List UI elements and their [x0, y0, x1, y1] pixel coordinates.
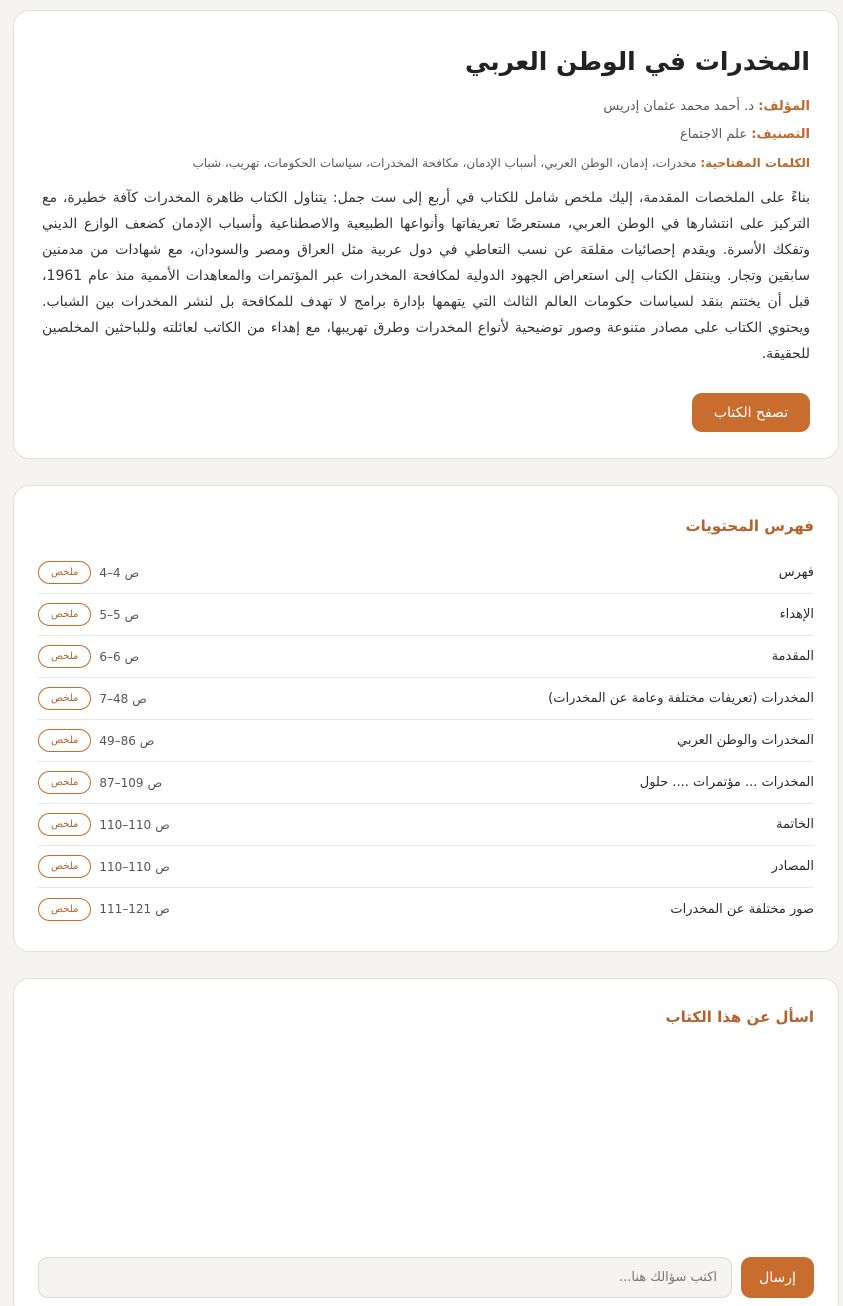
keywords-line [42, 149, 810, 177]
question-input[interactable] [38, 1257, 732, 1298]
page-prefix: ص [124, 565, 140, 580]
toc-item-pages [99, 692, 146, 706]
toc-row [38, 804, 814, 846]
page-prefix: ص [132, 691, 147, 706]
page-range: 110–110 [99, 859, 152, 874]
chat-messages-area [38, 1027, 814, 1237]
summary-button[interactable]: ملخص [38, 687, 91, 710]
summary-button[interactable]: ملخص [38, 729, 91, 752]
summary-button[interactable]: ملخص [38, 561, 91, 584]
page-prefix: ص [124, 649, 140, 664]
page-range: 6–6 [99, 649, 121, 664]
toc-item-meta [38, 645, 139, 668]
toc-item-meta [38, 813, 170, 836]
page-prefix: ص [155, 859, 170, 874]
toc-row [38, 678, 814, 720]
send-button[interactable]: إرسال [741, 1257, 814, 1298]
summary-button[interactable]: ملخص [38, 645, 91, 668]
toc-item-title[interactable]: صور مختلفة عن المخدرات [670, 901, 814, 917]
page-prefix: ص [155, 817, 170, 832]
toc-item-pages [99, 818, 169, 832]
toc-title: فهرس المحتويات [685, 517, 814, 535]
table-of-contents-card [13, 485, 839, 952]
ask-book-card [13, 978, 839, 1306]
toc-row [38, 762, 814, 804]
toc-item-meta [38, 855, 170, 878]
toc-item-title[interactable]: المخدرات ... مؤتمرات .... حلول [639, 775, 814, 790]
toc-item-pages [99, 902, 169, 916]
summary-button[interactable]: ملخص [38, 813, 91, 836]
summary-button[interactable]: ملخص [38, 855, 91, 878]
page-range: 87–109 [99, 775, 144, 790]
keywords-label: الكلمات المفتاحية: [700, 156, 810, 170]
toc-item-title[interactable]: المخدرات والوطن العربي [677, 733, 814, 748]
page-prefix: ص [147, 775, 163, 790]
toc-row [38, 720, 814, 762]
toc-row [38, 636, 814, 678]
toc-row [38, 552, 814, 594]
page-prefix: ص [139, 733, 155, 748]
book-summary: بناءً على الملخصات المقدمة، إليك ملخص شامل للكتاب في أربع إلى ست جمل: يتناول الكتاب ظاهرة المخدرات كآفة خطيرة، مع التركيز على انتشارها في الوطن العربي، مستعرضًا تعريفاتها وأنواعها الطبيعية والاصطناعية وأسباب الإدمان كضعف الوازع الديني وتفكك الأسرة. ويقدم إحصائيات مقلقة عن نسب التعاطي في دول عربية مثل العراق ومصر والسودان، مع شهادات من مدمنين سابقين وتجار. وينتقل الكتاب إلى استعراض الجهود الدولية لمكافحة المخدرات عبر المؤتمرات والمعاهدات الأممية منذ عام 1961، قبل أن يختتم بنقد لسياسات حكومات العالم الثالث التي يتهمها بإدارة برامج لا تهدف للمكافحة بل لنشر المخدرات بين الشباب. ويحتوي الكتاب على مصادر متنوعة وصور توضيحية لأنواع المخدرات وطرق تهريبها، مع إهداء من الكاتب لعائلته وللباحثين المخلصين للحقيقة. [42, 190, 810, 362]
toc-list [38, 552, 814, 930]
toc-item-meta [38, 687, 147, 710]
page-range: 110–110 [99, 817, 152, 832]
toc-item-meta [38, 603, 139, 626]
author-line [42, 93, 810, 121]
toc-item-pages [99, 650, 139, 664]
toc-item-pages [99, 734, 154, 748]
page-range: 4–4 [99, 565, 121, 580]
page-range: 7–48 [99, 691, 129, 706]
page-prefix: ص [124, 607, 140, 622]
toc-row [38, 846, 814, 888]
category-line [42, 121, 810, 149]
page-range: 49–86 [99, 733, 136, 748]
toc-item-title[interactable]: المصادر [771, 859, 814, 874]
page-range: 5–5 [99, 607, 121, 622]
summary-button[interactable]: ملخص [38, 771, 91, 794]
toc-item-title[interactable]: المخدرات (تعريفات مختلفة وعامة عن المخدرات) [548, 691, 814, 706]
toc-item-meta [38, 898, 170, 921]
summary-button[interactable]: ملخص [38, 898, 91, 921]
toc-item-meta [38, 771, 162, 794]
toc-item-title[interactable]: الإهداء [779, 607, 814, 622]
book-title: المخدرات في الوطن العربي [464, 47, 810, 76]
page-prefix: ص [155, 902, 170, 916]
toc-item-pages [99, 776, 162, 790]
page-range: 111–121 [99, 902, 152, 916]
toc-item-title[interactable]: المقدمة [771, 649, 814, 664]
toc-item-title[interactable]: الخاتمة [775, 817, 814, 832]
toc-item-meta [38, 561, 139, 584]
keywords-value: مخدرات، إدمان، الوطن العربي، أسباب الإدمان، مكافحة المخدرات، سياسات الحكومات، تهريب، شباب [192, 156, 697, 170]
book-info-card [13, 10, 839, 459]
toc-row [38, 594, 814, 636]
chat-title: اسأل عن هذا الكتاب [665, 1008, 814, 1026]
toc-row [38, 888, 814, 930]
category-value: علم الاجتماع [680, 127, 748, 142]
browse-book-button[interactable]: تصفح الكتاب [692, 393, 810, 432]
chat-input-row [38, 1257, 814, 1298]
author-value: د. أحمد محمد عثمان إدريس [603, 99, 755, 114]
toc-item-title[interactable]: فهرس [778, 565, 814, 580]
toc-item-meta [38, 729, 154, 752]
toc-item-pages [99, 608, 139, 622]
summary-button[interactable]: ملخص [38, 603, 91, 626]
toc-item-pages [99, 860, 169, 874]
author-label: المؤلف: [758, 99, 810, 114]
category-label: التصنيف: [751, 127, 810, 142]
toc-item-pages [99, 566, 139, 580]
